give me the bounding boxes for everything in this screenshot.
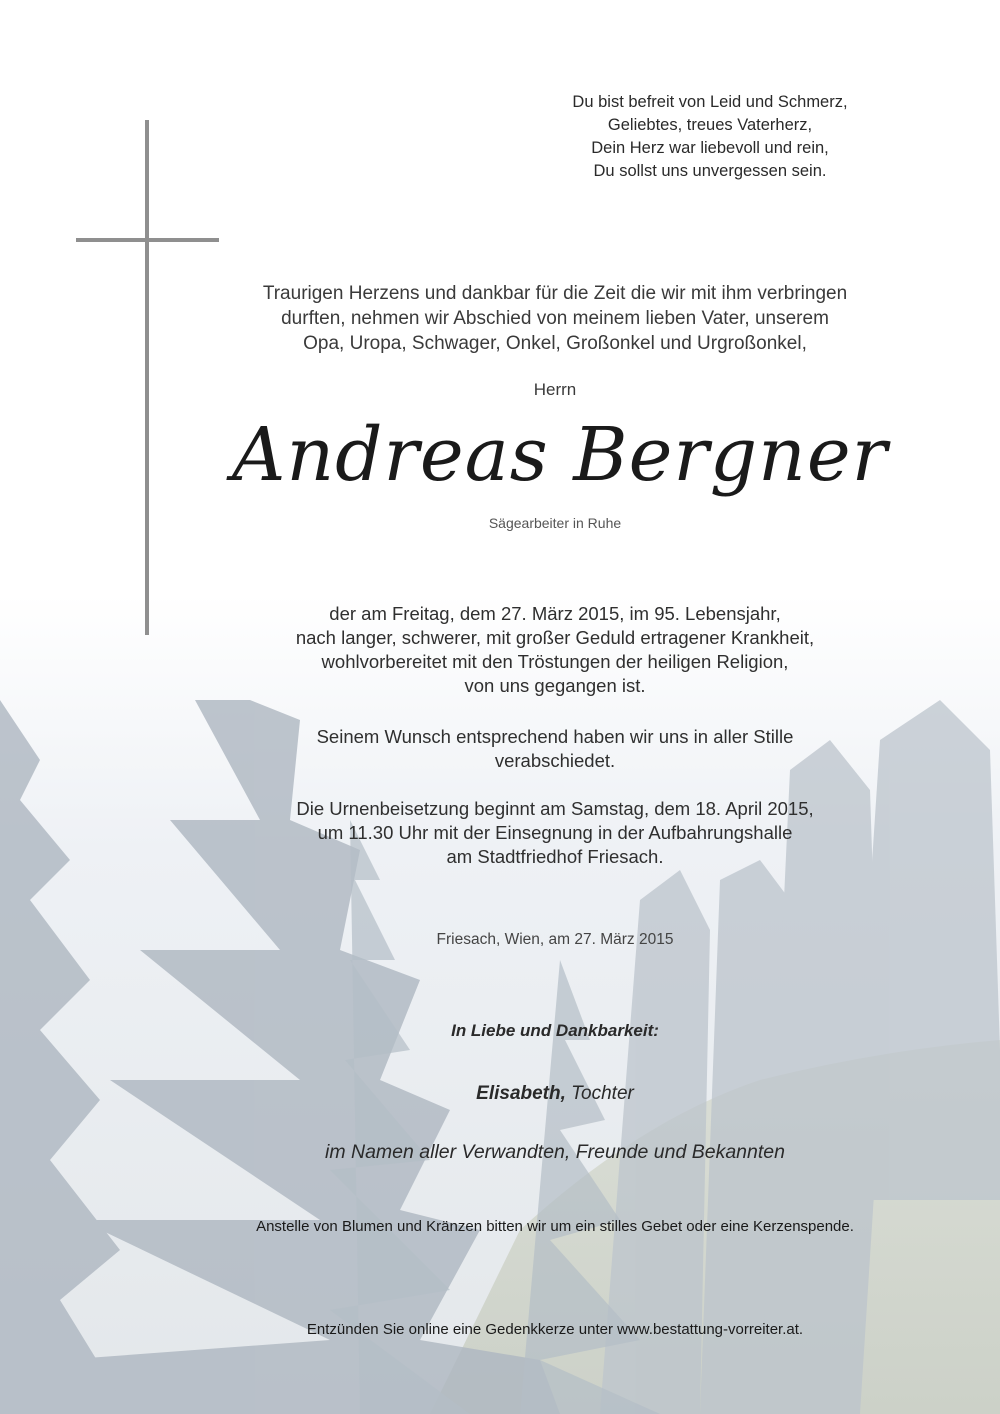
deceased-occupation: Sägearbeiter in Ruhe: [488, 515, 622, 531]
poem-line: Du sollst uns unvergessen sein.: [593, 162, 827, 180]
signatory: [230, 1082, 880, 1106]
death-notice-paragraph: [230, 602, 880, 698]
paragraph-line: wohlvorbereitet mit den Tröstungen der heiligen Religion,: [321, 651, 789, 672]
on-behalf-line: im Namen aller Verwandten, Freunde und Bekannten: [325, 1141, 785, 1163]
paragraph-line: verabschiedet.: [494, 750, 616, 771]
intro-line: Opa, Uropa, Schwager, Onkel, Großonkel und Urgroßonkel,: [303, 333, 807, 354]
memorial-poem: [530, 91, 890, 183]
paragraph-line: von uns gegangen ist.: [464, 675, 646, 696]
cross-vertical-bar: [145, 120, 149, 635]
intro-paragraph: [230, 281, 880, 356]
signatory-relation: Tochter: [571, 1083, 634, 1104]
place-and-date: Friesach, Wien, am 27. März 2015: [436, 931, 674, 948]
intro-line: Traurigen Herzens und dankbar für die Zeit die wir mit ihm verbringen: [262, 283, 848, 304]
paragraph-line: am Stadtfriedhof Friesach.: [446, 846, 664, 867]
poem-line: Geliebtes, treues Vaterherz,: [607, 116, 813, 134]
salutation: Herrn: [533, 380, 577, 399]
paragraph-line: Die Urnenbeisetzung beginnt am Samstag, dem 18. April 2015,: [296, 798, 814, 819]
poem-line: Dein Herz war liebevoll und rein,: [591, 139, 829, 157]
burial-paragraph: [230, 797, 880, 869]
poem-line: Du bist befreit von Leid und Schmerz,: [572, 93, 848, 111]
paragraph-line: der am Freitag, dem 27. März 2015, im 95. Lebensjahr,: [329, 603, 781, 624]
signatory-name: Elisabeth,: [476, 1083, 566, 1104]
intro-line: durften, nehmen wir Abschied von meinem lieben Vater, unserem: [281, 308, 829, 329]
paragraph-line: Seinem Wunsch entsprechend haben wir uns in aller Stille: [316, 726, 794, 747]
online-candle-note: Entzünden Sie online eine Gedenkkerze unter www.bestattung-vorreiter.at.: [306, 1321, 804, 1338]
farewell-paragraph: [230, 725, 880, 773]
paragraph-line: um 11.30 Uhr mit der Einsegnung in der Aufbahrungshalle: [317, 822, 793, 843]
flowers-note: Anstelle von Blumen und Kränzen bitten wir um ein stilles Gebet oder eine Kerzenspende.: [256, 1218, 854, 1235]
cross-horizontal-bar: [76, 238, 219, 242]
paragraph-line: nach langer, schwerer, mit großer Geduld ertragener Krankheit,: [295, 627, 815, 648]
deceased-name: Andreas Bergner: [232, 412, 888, 498]
closing-line: In Liebe und Dankbarkeit:: [451, 1021, 659, 1040]
